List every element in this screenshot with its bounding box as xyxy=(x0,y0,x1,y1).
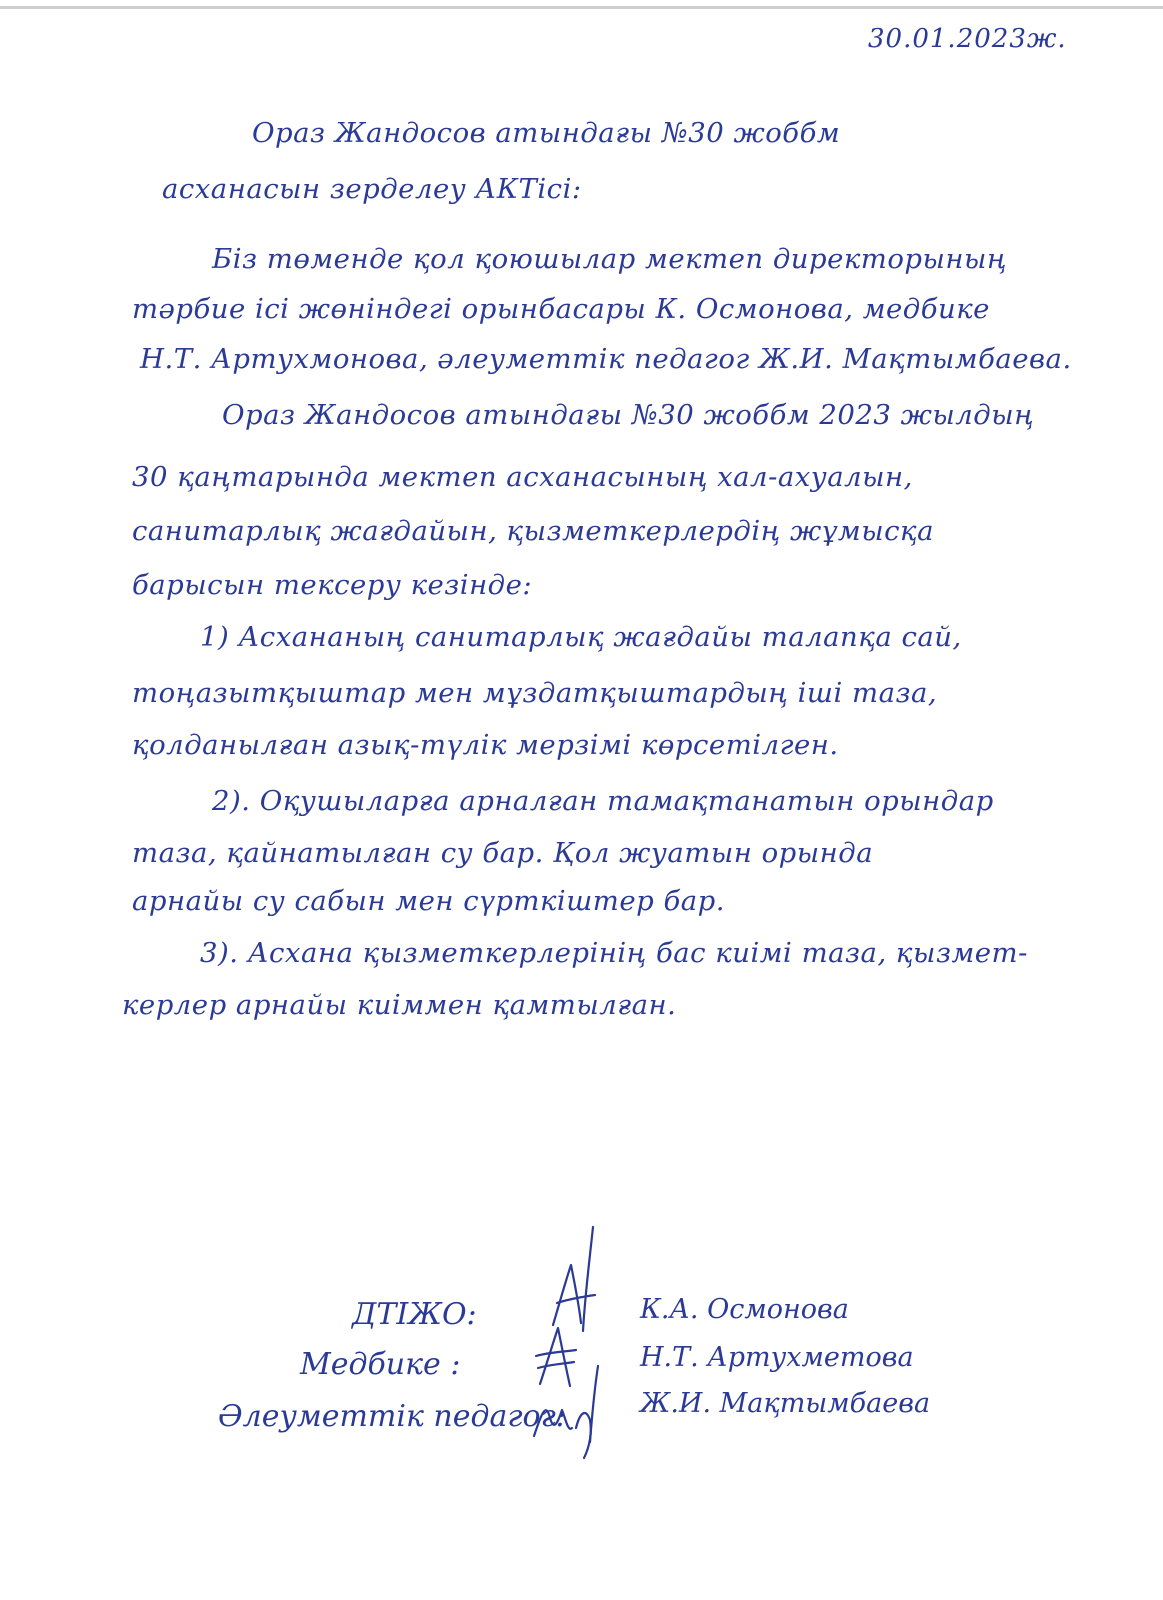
act-title-line-2: асханасын зерделеу АКТісі: xyxy=(162,173,582,205)
document-date: 30.01.2023ж. xyxy=(868,24,1067,54)
signature-role-social-pedagogue: Әлеуметтік педагог: xyxy=(218,1399,566,1434)
body-line: Ораз Жандосов атындағы №30 жоббм 2023 жылдың xyxy=(222,399,1035,431)
signature-name-deputy: К.А. Осмонова xyxy=(640,1294,849,1325)
finding-1-line: 1) Асхананың санитарлық жағдайы талапқа сай, xyxy=(200,621,962,653)
finding-3-line: керлер арнайы киіммен қамтылған. xyxy=(122,989,677,1021)
body-line: Біз төменде қол қоюшылар мектеп директорының xyxy=(212,243,1008,275)
body-line: Н.Т. Артухмонова, әлеуметтік педагог Ж.И. Мақтымбаева. xyxy=(140,343,1072,375)
body-line: санитарлық жағдайын, қызметкерлердің жұмысқа xyxy=(132,515,935,547)
body-line: тәрбие ісі жөніндегі орынбасары К. Осмонова, медбике xyxy=(132,293,990,325)
body-line: барысын тексеру кезінде: xyxy=(132,569,533,601)
act-title-line-1: Ораз Жандосов атындағы №30 жоббм xyxy=(252,117,841,149)
finding-2-line: 2). Оқушыларға арналған тамақтанатын орындар xyxy=(212,785,994,817)
signature-name-nurse: Н.Т. Артухметова xyxy=(640,1342,914,1373)
body-line: 30 қаңтарында мектеп асханасының хал-ахуалын, xyxy=(132,461,913,493)
finding-1-line: қолданылған азық-түлік мерзімі көрсетілген. xyxy=(132,729,839,761)
finding-3-line: 3). Асхана қызметкерлерінің бас киімі таза, қызмет- xyxy=(200,937,1028,969)
signature-mark-deputy xyxy=(535,1225,615,1335)
signature-mark-social-pedagogue xyxy=(528,1362,618,1462)
finding-1-line: тоңазытқыштар мен мұздатқыштардың ішi таза, xyxy=(132,677,938,709)
signature-role-deputy: ДТІЖО: xyxy=(352,1297,477,1332)
finding-2-line: таза, қайнатылған су бар. Қол жуатын орында xyxy=(132,837,874,869)
signature-name-social-pedagogue: Ж.И. Мақтымбаева xyxy=(640,1388,931,1419)
finding-2-line: арнайы су сабын мен сүрткіштер бар. xyxy=(132,885,725,917)
signature-role-nurse: Медбике : xyxy=(300,1347,461,1382)
scan-edge-line xyxy=(0,6,1163,9)
